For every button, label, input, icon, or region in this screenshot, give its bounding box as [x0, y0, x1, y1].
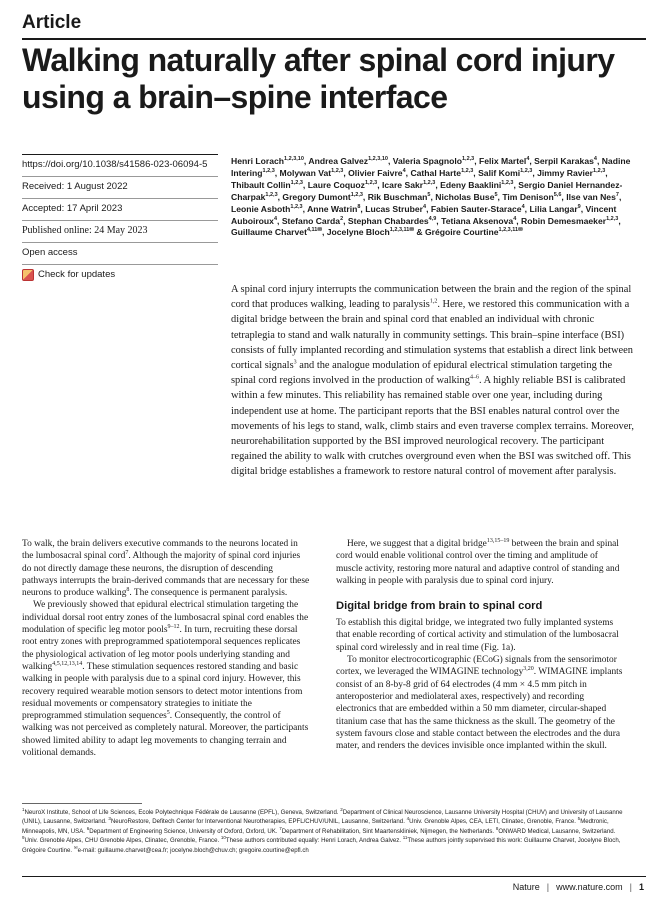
author-name: Felix Martel [479, 156, 527, 166]
author-affiliation: 1,2,3 [364, 179, 378, 186]
author-separator: , [436, 215, 442, 226]
author-affiliation: 1,2,3 [606, 215, 619, 222]
author-separator: , [596, 156, 602, 166]
author-affiliation: 4 [273, 215, 278, 222]
author-name: Henri Lorach [231, 156, 285, 166]
author-separator: , [274, 167, 280, 178]
author-separator: , [473, 167, 479, 178]
author-affiliation: 4 [521, 203, 525, 210]
body-text: . The consequence is permanent paralysis. [129, 588, 288, 599]
author-affiliation: 4,11✉ [306, 227, 322, 234]
author-separator: , [513, 179, 519, 190]
abstract-text: . A highly reliable BSI is calibrated within a few minutes. This reliability has remained stable over one year, including during independent use at home. The participant reports that the BSI enables natural control over the movements of his legs to stand, walk, climb stairs and even traverse complex terrains. Moreover, neurorehabilitation supported by the BSI improved neurological recovery. The participant regained the ability to walk with crutches overground even when the BSI was switched off. This digital bridge establishes a framework to restore natural control of movement after paralysis. [231, 375, 634, 478]
footnote-text: Univ. Grenoble Alpes, CEA, LETI, Clinatec, Grenoble, France. [409, 818, 578, 826]
body-text: . These stimulation sequences restored standing and basic walking in people with paralysis due to a spinal cord injury. However, this recovery required wearable motion sensors to detect motor intentions from residual movements or compensatory strategies to initiate the preprogrammed stimulation sequences [22, 661, 303, 722]
header-rule [22, 38, 646, 40]
author-separator: , [360, 203, 366, 214]
check-for-updates-button[interactable] [22, 264, 218, 286]
author-separator: , [516, 215, 522, 226]
open-access-label: Open access [22, 242, 218, 264]
author-name: Nicholas Buse [435, 191, 495, 202]
author-affiliation: 1,2,3 [520, 168, 533, 175]
author-affiliation: 8 [357, 203, 361, 210]
footnote-text: These authors jointly supervised this work: Guillaume Charvet, Jocelyne Bloch, Grégoire Courtine. [22, 837, 621, 854]
author-name: Robin Demesmaeker [521, 215, 607, 226]
author-name: Jocelyne Bloch [326, 227, 390, 238]
author-separator: , [430, 191, 436, 202]
footnote-marker: 6 [86, 825, 90, 831]
citation-ref: 8 [126, 587, 130, 594]
footer-rule [22, 876, 646, 877]
footer-separator: | [629, 882, 632, 892]
body-text: . WIMAGINE implants consist of an 8-by-8 grid of 64 electrodes (4 mm × 4.5 mm pitch in anteroposterior and mediolateral axes, respectively) and recording electronics that are embedded within a 50 mm diameter, circular-shaped titanium case that has the same thickness as the skull. The geometry of the system favours close and stable contact between the electrodes and the dura mater, and renders the devices invisible once implanted within the skull. [336, 667, 623, 752]
author-affiliation: 1,2,3 [290, 179, 303, 186]
author-name: Rik Buschman [367, 191, 428, 202]
author-separator: , [529, 156, 535, 166]
author-affiliation: 4 [402, 168, 406, 175]
footnote-marker: 4 [406, 816, 410, 822]
footnote-marker: ✉ [73, 844, 78, 850]
body-text: . Although the majority of spinal cord injuries do not directly damage these neurons, the disruption of descending pathways interrupts the brain-derived commands that are necessary for these neurons to produce walking [22, 551, 310, 599]
published-date: Published online: 24 May 2023 [22, 220, 218, 242]
author-name: Anne Watrin [307, 203, 358, 214]
page-number: 1 [638, 882, 644, 892]
author-affiliation: 9 [577, 203, 581, 210]
footnote-marker: 9 [22, 835, 25, 841]
footnote-text: Department of Rehabilitation, Sint Maartenskliniek, Nijmegen, the Netherlands. [281, 827, 496, 835]
footnote-marker: 8 [495, 825, 499, 831]
author-affiliation: 1,2,3 [501, 179, 514, 186]
abstract-text: and the analogue modulation of epidural electrical stimulation targeting the spinal cord regions involved in the production of walking [231, 360, 613, 387]
author-separator: , [362, 191, 368, 202]
author-name: Cathal Harte [410, 167, 462, 178]
author-affiliation: 4 [513, 215, 517, 222]
section-heading: Digital bridge from brain to spinal cord [336, 600, 543, 613]
author-affiliation: 5,6 [553, 191, 562, 198]
author-affiliation: 1,2,3 [593, 168, 606, 175]
author-separator: , [524, 203, 530, 214]
citation-ref: 13,15–19 [486, 537, 510, 544]
footnote-rule [22, 803, 142, 804]
article-metadata [22, 154, 218, 286]
author-affiliation: 1,2,3,11✉ [498, 227, 523, 234]
body-column-left [22, 538, 310, 759]
author-affiliation: 1,2,3 [290, 203, 303, 210]
author-affiliation: 2 [340, 215, 344, 222]
author-affiliation: 1,2,3 [265, 191, 278, 198]
body-text: between the brain and spinal cord would enable volitional control over the timing and amplitude of muscle activity, restoring more natural and adaptive control of standing and walking in people with paralysis due to spinal cord injury. [336, 539, 620, 586]
page-footer [513, 882, 644, 892]
footnote-marker: 5 [577, 816, 581, 822]
citation-ref: 5 [166, 710, 170, 717]
author-affiliation: 1,2,3,10 [284, 156, 304, 163]
abstract [231, 282, 639, 480]
citation-ref: 4–6 [469, 374, 479, 381]
author-separator: , [343, 167, 349, 178]
author-separator: , [277, 215, 282, 226]
footnote-text: Department of Engineering Science, University of Oxford, Oxford, UK. [89, 827, 280, 835]
footnote-text: NeuroRestore, Defitech Center for Interventional Neurotherapies, EPFL/CHUV/UNIL, Lausanne, Switzerland. [110, 818, 407, 826]
author-affiliation: 1,2,3 [350, 191, 363, 198]
author-name: Molywan Vat [279, 167, 332, 178]
author-separator: , [580, 203, 586, 214]
author-affiliation: 1,2,3 [331, 168, 344, 175]
check-updates-label: Check for updates [38, 269, 116, 280]
abstract-text: . Here, we restored this communication with a digital bridge between the brain and spinal cord that enabled an individual with chronic tetraplegia to stand and walk naturally in community settings. This brain–spine interface (BSI) consists of fully implanted recording and stimulation systems that establish a direct link between cortical signals [231, 299, 633, 372]
author-affiliation: 4,9 [428, 215, 437, 222]
author-separator: , [277, 191, 283, 202]
author-affiliation: 1,2,3 [262, 168, 275, 175]
author-name: Serpil Karakas [534, 156, 594, 166]
author-name: Jimmy Ravier [537, 167, 594, 178]
author-name: Vincent Auboiroux [231, 203, 617, 226]
footnote-text: ONWARD Medical, Lausanne, Switzerland. [498, 827, 616, 835]
paragraph-methods-intro [336, 617, 624, 654]
author-name: Nadine Intering [231, 156, 631, 178]
author-separator: , [618, 191, 622, 202]
article-title: Walking naturally after spinal cord injury using a brain–spine interface [22, 42, 615, 115]
footnote-text: Department of Clinical Neuroscience, Lausanne University Hospital (CHUV) and University of Lausanne (UNIL), Lausanne, Switzerland. [22, 809, 623, 826]
body-text: Here, we suggest that a digital bridge [347, 539, 487, 549]
footnote-text: These authors contributed equally: Henri Lorach, Andrea Galvez. [225, 837, 403, 845]
footnote-marker: 10 [220, 835, 226, 841]
author-affiliation: 1,2,3,10 [368, 156, 388, 163]
author-name: Icare Sakr [382, 179, 424, 190]
author-separator: , [343, 215, 348, 226]
author-separator: , [387, 156, 393, 166]
author-affiliation: 4 [526, 156, 530, 163]
journal-website-link[interactable]: www.nature.com [556, 882, 623, 892]
author-affiliation: 4 [593, 156, 597, 163]
author-affiliation: 1,2,3 [461, 168, 474, 175]
author-separator: , [321, 227, 327, 238]
footnote-marker: 7 [279, 825, 282, 831]
author-separator: , [377, 179, 382, 190]
author-name: Lucas Struber [365, 203, 423, 214]
author-name: Salif Komi [478, 167, 521, 178]
author-separator: , [561, 191, 567, 202]
author-name: Fabien Sauter-Starace [430, 203, 522, 214]
author-separator: , [605, 167, 608, 178]
footnote-marker: 11 [402, 835, 408, 841]
author-name: Andrea Galvez [308, 156, 369, 166]
author-separator: , [532, 167, 538, 178]
paragraph-previous-work [22, 599, 310, 759]
citation-ref: 3 [293, 359, 297, 366]
paragraph-hypothesis [336, 538, 624, 587]
author-separator: , [618, 215, 621, 226]
author-affiliation: 1,2,3,11✉ [389, 227, 414, 234]
author-affiliation: 1,2,3 [423, 179, 436, 186]
author-name: Gregory Dumont [282, 191, 351, 202]
author-separator: & [413, 227, 425, 238]
author-separator: , [426, 203, 431, 214]
author-separator: , [497, 191, 503, 202]
accepted-date: Accepted: 17 April 2023 [22, 198, 218, 220]
footnote-text: Medtronic, Minneapolis, MN, USA. [22, 818, 609, 835]
author-name: Olivier Faivre [348, 167, 403, 178]
author-affiliation: 1,2,3 [462, 156, 475, 163]
journal-name: Nature [512, 882, 540, 892]
affiliations-footnotes [22, 808, 628, 855]
author-name: Thibault Collin [231, 179, 291, 190]
author-name: Guillaume Charvet [231, 227, 307, 238]
body-column-right [336, 538, 624, 752]
author-affiliation: 7 [615, 191, 619, 198]
citation-ref: 3,20 [523, 666, 534, 673]
author-affiliation: 5 [427, 191, 431, 198]
footnote-text: e-mail: guillaume.charvet@cea.fr; jocelyne.bloch@chuv.ch; gregoire.courtine@epfl.ch [77, 846, 309, 854]
author-separator: , [302, 179, 308, 190]
author-name: Tetiana Aksenova [441, 215, 514, 226]
author-list [231, 156, 639, 239]
author-affiliation: 4 [423, 203, 427, 210]
body-text: . Consequently, the control of walking was not perceived as completely natural. Moreover, the participants showed limited ability to adapt leg movements to changing terrain and volitional demands. [22, 711, 309, 759]
author-separator: , [474, 156, 480, 166]
received-date: Received: 1 August 2022 [22, 176, 218, 198]
author-name: Laure Coquoz [307, 179, 365, 190]
author-name: Stephan Chabardes [347, 215, 429, 226]
author-name: Lilia Langar [529, 203, 578, 214]
author-separator: , [303, 156, 309, 166]
author-name: Grégoire Courtine [424, 227, 499, 238]
citation-ref: 1,2 [429, 298, 438, 305]
footnote-text: NeuroX Institute, School of Life Sciences, Ecole Polytechnique Fédérale de Lausanne (EPFL), Geneva, Switzerland. [24, 809, 341, 816]
author-name: Edeny Baaklini [440, 179, 502, 190]
footnote-marker: 1 [22, 806, 25, 812]
footer-separator: | [546, 882, 550, 892]
check-updates-icon [22, 269, 34, 281]
body-text: We previously showed that epidural electrical stimulation targeting the individual dorsal root entry zones of the lumbosacral spinal cord enables the modulation of specific leg motor pools [22, 600, 309, 636]
author-name: Valeria Spagnolo [392, 156, 462, 166]
citation-ref: 4,5,12,13,14 [52, 660, 83, 667]
citation-ref: 9–12 [167, 623, 180, 630]
author-separator: , [435, 179, 441, 190]
author-separator: , [302, 203, 308, 214]
paragraph-intro [22, 538, 310, 599]
body-text: To establish this digital bridge, we integrated two fully implanted systems that enable recording of cortical activity and stimulation of the lumbosacral spinal cord wirelessly and in real time (Fig. 1a). [336, 618, 619, 653]
author-name: Sergio Daniel Hernandez-Charpak [231, 179, 623, 202]
footnote-marker: 3 [108, 816, 111, 822]
citation-ref: 7 [125, 550, 129, 557]
doi-link[interactable]: https://doi.org/10.1038/s41586-023-06094-5 [22, 154, 218, 176]
author-name: Leonie Asboth [231, 203, 291, 214]
abstract-text: A spinal cord injury interrupts the communication between the brain and the region of the spinal cord that produces walking, leading to paralysis [231, 284, 632, 311]
footnote-text: Univ. Grenoble Alpes, CHU Grenoble Alpes, Clinatec, Grenoble, France. [24, 837, 221, 845]
author-name: Ilse van Nes [566, 191, 616, 202]
author-separator: , [405, 167, 411, 178]
author-name: Stefano Carda [281, 215, 341, 226]
paragraph-wimagine [336, 654, 624, 752]
author-affiliation: 5 [494, 191, 498, 198]
body-text: To walk, the brain delivers executive commands to the neurons located in the lumbosacral spinal cord [22, 539, 298, 562]
section-label: Article [22, 12, 82, 33]
footnote-marker: 2 [340, 806, 343, 812]
body-text: To monitor electrocorticographic (ECoG) signals from the sensorimotor cortex, we leveraged the WIMAGINE technology [336, 655, 617, 678]
body-text: . In turn, recruiting these dorsal root entry zones with preprogrammed spatiotemporal sequences replicates the physiological activation of leg motor pools underlying standing and walking [22, 625, 301, 672]
author-name: Tim Denison [502, 191, 554, 202]
